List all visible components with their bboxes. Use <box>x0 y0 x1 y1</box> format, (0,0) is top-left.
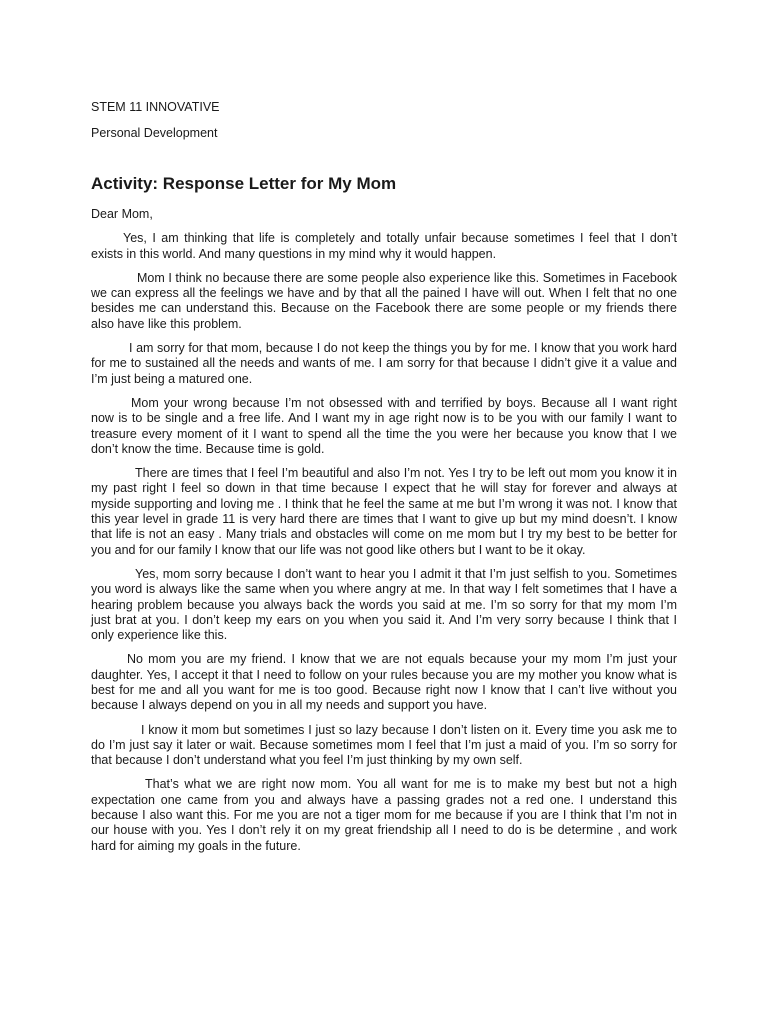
paragraph-3: I am sorry for that mom, because I do not keep the things you by for me. I know that you work hard for me to sustained all the needs and wants of me. I am sorry for that because I didn’t give it a value and I’m just being a matured one. <box>91 341 677 386</box>
paragraph-6: Yes, mom sorry because I don’t want to hear you I admit it that I’m just selfish to you. Sometimes you word is always like the same when you where angry at me. In that way I felt sometimes that I have a hearing problem because you always back the words you said at me. I’m so sorry for that my mom I’m just brat at you. I don’t keep my ears on you when you said it. And I’m very sorry because I think that I only experience like this. <box>91 566 677 643</box>
class-section: STEM 11 INNOVATIVE <box>91 100 220 114</box>
paragraph-8: I know it mom but sometimes I just so lazy because I don’t listen on it. Every time you ask me to do I’m just say it later or wait. Because sometimes mom I feel that I’m just a maid of you. I’m so sorry for that because I don’t understand what you feel I’m just thinking by my own self. <box>91 722 677 768</box>
letter-page <box>91 100 677 863</box>
paragraph-4: Mom your wrong because I’m not obsessed with and terrified by boys. Because all I want right now is to be single and a free life. And I want my in age right now is to be you with our family I want to treasure every moment of it I want to spend all the time the you were her because you know that I we don’t know the time. Because time is gold. <box>91 395 677 456</box>
paragraph-2: Mom I think no because there are some people also experience like this. Sometimes in Facebook we can express all the feelings we have and by that all the pained I have will out. When I felt that no one besides me can understand this. Because on the Facebook there are some people or my friends there also have like this problem. <box>91 270 677 331</box>
paragraph-1: Yes, I am thinking that life is completely and totally unfair because sometimes I feel that I don’t exists in this world. And many questions in my mind why it would happen. <box>91 231 677 261</box>
salutation: Dear Mom, <box>91 206 153 221</box>
page-title: Activity: Response Letter for My Mom <box>91 174 397 194</box>
subject-name: Personal Development <box>91 125 218 140</box>
paragraph-5: There are times that I feel I’m beautiful and also I’m not. Yes I try to be left out mom you know it in my past right I feel so down in that time because I expect that he will stay for forever and always at myside supporting and loving me . I think that he feel the same at me but I’m wrong it was not. I know that this year level in grade 11 is very hard there are times that I want to give up but my mind doesn’t. I know that life is not an easy . Many trials and obstacles will come on me mom but I try my best to be better for you and for our family I know that our life was not good like others but I want to be it okay. <box>91 466 677 557</box>
paragraph-7: No mom you are my friend. I know that we are not equals because your my mom I’m just your daughter. Yes, I accept it that I need to follow on your rules because you are my mother you know what is best for me and all you want for me is too good. Because right now I know that I can’t live without you because I always depend on you in all my needs and support you have. <box>91 652 677 713</box>
paragraph-9: That’s what we are right now mom. You all want for me is to make my best but not a high expectation one came from you and always have a passing grades not a red one. I understand this because I also want this. For me you are not a tiger mom for me because if you are I think that I’m not in our house with you. Yes I don’t rely it on my great friendship all I need to do is be determine , and work hard for aiming my goals in the future. <box>91 777 677 853</box>
